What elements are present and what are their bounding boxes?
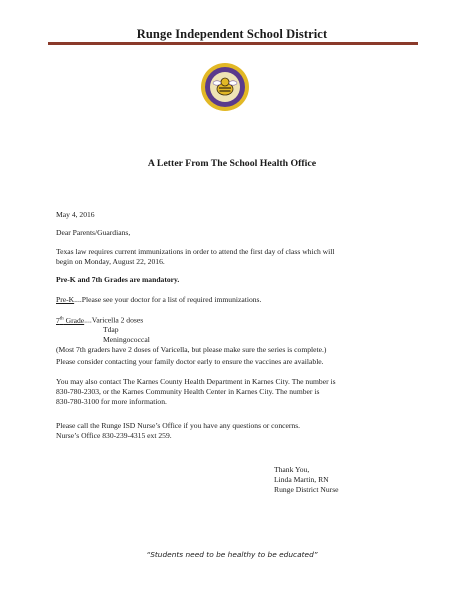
contact-paragraph (56, 377, 416, 406)
grade7-label: 7th Grade (56, 315, 85, 325)
prek-requirement (56, 295, 416, 305)
mascot-wing-right (229, 81, 237, 85)
grade7-requirement (56, 314, 416, 355)
signer-name: Linda Martin, RN (274, 475, 329, 484)
intro-line: Texas law requires current immunizations in order to attend the first day of class which will (56, 247, 335, 256)
prek-text: ....Please see your doctor for a list of required immunizations. (74, 295, 262, 304)
call-paragraph (56, 421, 416, 441)
letter-title: A Letter From The School Health Office (147, 158, 317, 169)
signature-block (274, 465, 339, 495)
consider-paragraph: Please consider contacting your family doctor early to ensure the vaccines are available. (56, 357, 324, 366)
closing: Thank You, (274, 465, 310, 474)
call-line: Please call the Runge ISD Nurse’s Office if you have any questions or concerns. (56, 421, 301, 430)
grade7-note: (Most 7th graders have 2 doses of Varicella, but please make sure the series is complete.) (56, 344, 327, 354)
intro-paragraph (56, 247, 416, 267)
letter-date: May 4, 2016 (56, 210, 95, 219)
call-line: Nurse’s Office 830-239-4315 ext 259. (56, 430, 172, 440)
footer-motto: “Students need to be healthy to be educated” (146, 550, 318, 559)
grade7-item: Tdap (103, 325, 119, 335)
district-name: Runge Independent School District (136, 27, 328, 41)
mandatory-notice: Pre-K and 7th Grades are mandatory. (56, 275, 180, 284)
district-seal-icon (200, 62, 250, 112)
header-divider (48, 42, 418, 45)
prek-label: Pre-K (56, 295, 75, 304)
grade7-item: ....Varicella 2 doses (84, 315, 144, 325)
salutation: Dear Parents/Guardians, (56, 228, 131, 237)
contact-line: 830-780-2303, or the Karnes Community Health Center in Karnes City. The number is (56, 386, 320, 396)
contact-line: You may also contact The Karnes County Health Department in Karnes City. The number is (56, 377, 336, 386)
mascot-wing-left (213, 81, 221, 85)
mascot-head (221, 78, 229, 86)
grade7-item: Meningococcal (103, 335, 150, 345)
intro-line: begin on Monday, August 22, 2016. (56, 256, 165, 266)
signer-title: Runge District Nurse (274, 485, 339, 494)
contact-line: 830-780-3100 for more information. (56, 396, 167, 406)
